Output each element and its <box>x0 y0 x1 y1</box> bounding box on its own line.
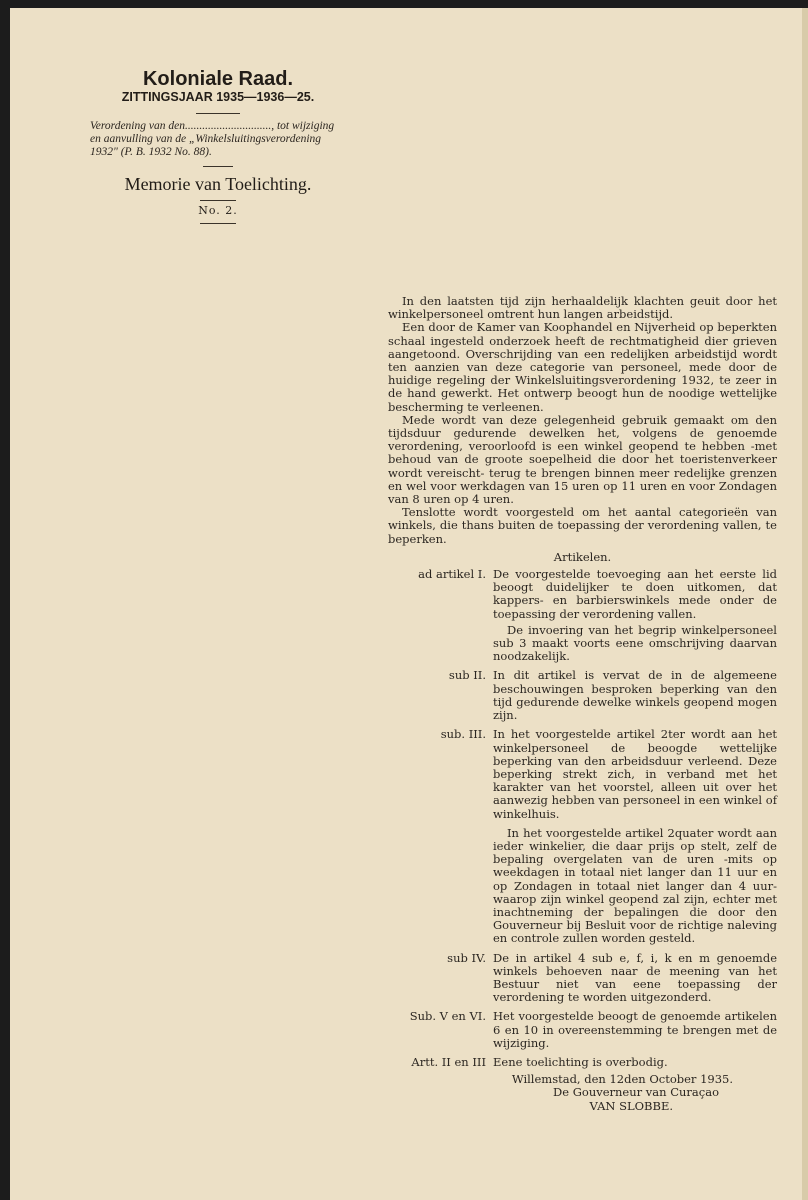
document-number: No. 2. <box>198 204 238 217</box>
article-paragraph: Het voorgestelde beoogt de genoemde artikelen 6 en 10 in overeenstemming te brengen met de wijziging. <box>493 1009 777 1050</box>
article-paragraph: De in artikel 4 sub e, f, i, k en m genoemde winkels behoeven naar de meening van het Bestuur niet van eene toepassing der verordening te worden uitgezonderd. <box>493 950 777 1005</box>
memorie-heading: Memorie van Toelichting. <box>124 174 312 194</box>
signature-name: VAN SLOBBE. <box>589 1098 673 1113</box>
signature-office: De Gouverneur van Curaçao <box>553 1085 719 1100</box>
session-year: ZITTINGSJAAR 1935—1936—25. <box>121 90 315 104</box>
article-label: sub. III. <box>440 727 486 742</box>
article-paragraph: In het voorgestelde artikel 2ter wordt aan het winkelpersoneel de beoogde wettelijke beperking van den arbeidsduur verleend. Deze beperking strekt zich, in verband met het karakter van het voorstel, alleen uit over het aanwezig hebben van personeel in een winkel of winkelhuis. <box>493 727 777 821</box>
signature-block <box>388 1073 777 1113</box>
document-page <box>10 8 808 1200</box>
article-label: sub II. <box>448 668 486 683</box>
intro-paragraph: Een door de Kamer van Koophandel en Nijverheid op beperkten schaal ingesteld onderzoek heeft de rechtmatigheid dier grieven aangetoond. Overschrijding van een redelijken arbeidstijd wordt ten aanzien van deze categorie van personeel, mede door de huidige regeling der Winkelsluitingsverordening 1932, te zeer in de hand gewerkt. Het ontwerp beoogt hun de noodige wettelijke bescherming te verleenen. <box>388 320 777 414</box>
article-paragraph: De voorgestelde toevoeging aan het eerste lid beoogt duidelijker te doen uitkomen, dat kappers- en barbierswinkels mede onder de toepassing der verordening vallen. <box>493 567 777 621</box>
intro-paragraph: Mede wordt van deze gelegenheid gebruik gemaakt om den tijdsduur gedurende dewelken het, volgens de genoemde verordening, veroorloofd is een winkel geopend te hebben -met behoud van de groote soepelheid die door het toeristenverkeer wordt vereischt- terug te brengen binnen meer redelijke grenzen en wel voor werkdagen van 15 uren op 11 uren en voor Zondagen van 8 uren op 4 uren. <box>388 412 777 507</box>
article-section <box>388 1056 777 1069</box>
article-section <box>388 568 777 663</box>
articles-heading: Artikelen. <box>553 549 612 564</box>
article-section <box>388 669 777 722</box>
article-paragraph: In dit artikel is vervat de in de algemeene beschouwingen besproken beperking van den tijd gedurende dewelke winkels geopend mogen zijn. <box>493 668 777 723</box>
article-label: Sub. V en VI. <box>409 1009 486 1024</box>
article-label: sub IV. <box>447 950 486 965</box>
divider <box>196 113 240 114</box>
divider <box>200 200 236 201</box>
article-paragraph: De invoering van het begrip winkelpersoneel sub 3 maakt voorts eene omschrijving daarvan noodzakelijk. <box>493 622 777 664</box>
ordinance-title: Verordening van den.............................., tot wijziging en aanvulling van de „Winkelsluitingsverordening 1932" (P. B. 1932 No. 88). <box>90 120 335 158</box>
article-section <box>388 1010 777 1050</box>
intro-paragraph: Tenslotte wordt voorgesteld om het aantal categorieën van winkels, die thans buiten de toepassing der verordening vallen, te beperken. <box>388 505 777 546</box>
council-title: Koloniale Raad. <box>142 68 294 90</box>
divider <box>200 223 236 224</box>
article-paragraph: Eene toelichting is overbodig. <box>493 1054 668 1069</box>
article-section <box>388 728 777 945</box>
divider <box>203 166 233 167</box>
article-paragraph: In het voorgestelde artikel 2quater wordt aan ieder winkelier, die daar prijs op stelt, zelf de bepaling overgelaten van de uren -mits op weekdagen in totaal niet langer dan 11 uur en op Zondagen in totaal niet langer dan 4 uur- waarop zijn winkel geopend zal zijn, echter met inachtneming der bepalingen die door den Gouverneur bij Besluit voor de richtige naleving en controle zullen worden gesteld. <box>493 825 777 946</box>
article-section <box>388 952 777 1005</box>
document-body <box>388 295 777 1113</box>
page-edge <box>802 8 808 1200</box>
article-label: ad artikel I. <box>418 567 486 582</box>
signature-place-date: Willemstad, den 12den October 1935. <box>511 1072 733 1087</box>
intro-paragraph: In den laatsten tijd zijn herhaaldelijk klachten geuit door het winkelpersoneel omtrent hun langen arbeidstijd. <box>388 294 777 322</box>
article-label: Artt. II en III <box>411 1054 486 1069</box>
document-header <box>90 66 346 224</box>
